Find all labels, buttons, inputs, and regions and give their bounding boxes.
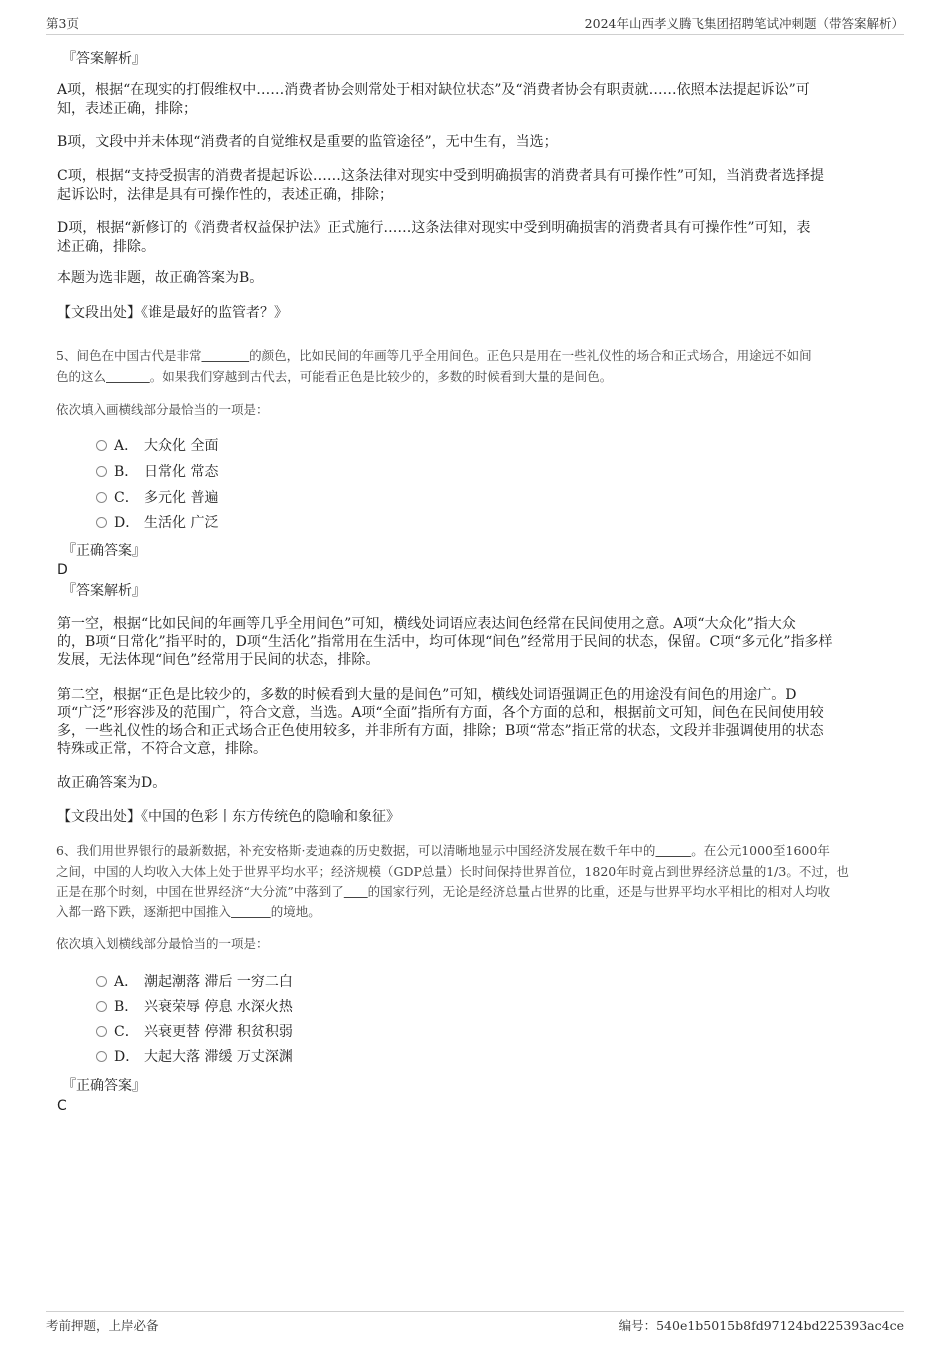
q6-blank-1: [655, 843, 691, 858]
q4-conclusion: 本题为选非题，故正确答案为B。: [57, 270, 264, 286]
q6-stem-line2: 之间，中国的人均收入大体上处于世界平均水平；经济规模（GDP总量）长时间保持世界首位，1820年时竟占到世界经济总量的1/3。不过，也: [56, 864, 849, 879]
q5-analysis-2-line3: 多，一些礼仪性的场合和正式场合正色使用较多，并非所有方面，排除；B项“常态”指正常的状态，文段并非强调使用的状态: [57, 723, 824, 739]
q4-analysis-c-line1: C项，根据“支持受损害的消费者提起诉讼……这条法律对现实中受到明确损害的消费者具有可操作性”可知，当消费者选择提: [57, 168, 825, 184]
page-header: [46, 12, 904, 35]
q5-stem-line1: 5、间色在中国古代是非常 的颜色，比如民间的年画等几乎全用间色。正色只是用在一些礼仪性的场合和正式场合，用途远不如间: [56, 348, 812, 363]
q5-option-c[interactable]: C． 多元化 普遍: [96, 487, 218, 509]
document-id: 编号：540e1b5015b8fd97124bd225393ac4ce: [618, 1318, 904, 1333]
q6-option-d[interactable]: D． 大起大落 滞缓 万丈深渊: [96, 1046, 293, 1068]
q4-source: 【文段出处】《谁是最好的监管者？》: [57, 305, 288, 321]
page-footer: [46, 1311, 904, 1334]
radio-icon[interactable]: [96, 976, 107, 987]
footer-slogan: 考前押题，上岸必备: [46, 1318, 159, 1333]
q5-stem-line2: 色的这么 。如果我们穿越到古代去，可能看正色是比较少的，多数的时候看到大量的是间色。: [56, 369, 613, 384]
q5-answer-heading: 『正确答案』: [62, 543, 146, 559]
q5-conclusion: 故正确答案为D。: [57, 775, 167, 791]
q6-option-a[interactable]: A． 潮起潮落 滞后 一穷二白: [96, 971, 293, 993]
q5-option-b[interactable]: B． 日常化 常态: [96, 461, 218, 483]
q6-blank-3: [231, 904, 271, 919]
q4-analysis-a-line2: 知，表述正确，排除；: [57, 101, 197, 117]
q5-answer: D: [57, 562, 68, 578]
q5-source: 【文段出处】《中国的色彩丨东方传统色的隐喻和象征》: [57, 809, 400, 825]
radio-icon[interactable]: [96, 492, 107, 503]
radio-icon[interactable]: [96, 1051, 107, 1062]
q5-analysis-2-line2: 项“广泛”形容涉及的范围广，符合文意，当选。A项“全面”指所有方面，各个方面的总和，根据前文可知，间色在民间使用较: [57, 705, 824, 721]
radio-icon[interactable]: [96, 517, 107, 528]
q6-option-b[interactable]: B． 兴衰荣辱 停息 水深火热: [96, 996, 293, 1018]
q5-blank-2: [106, 369, 150, 384]
q6-option-c[interactable]: C． 兴衰更替 停滞 积贫积弱: [96, 1021, 293, 1043]
q4-analysis-b: B项，文段中并未体现“消费者的自觉维权是重要的监管途径”，无中生有，当选；: [57, 134, 558, 150]
q5-analysis-1-line2: 的，B项“日常化”指平时的，D项“生活化”指常用在生活中，均可体现“间色”经常用于民间的状态，保留。C项“多元化”指多样: [57, 634, 833, 650]
q4-analysis-c-line2: 起诉讼时，法律是具有可操作性的，表述正确，排除；: [57, 187, 393, 203]
radio-icon[interactable]: [96, 440, 107, 451]
q4-analysis-heading: 『答案解析』: [62, 51, 146, 67]
q6-answer: C: [57, 1098, 67, 1114]
q4-analysis-d-line2: 述正确，排除。: [57, 239, 155, 255]
q6-stem-line1: 6、我们用世界银行的最新数据，补充安格斯·麦迪森的历史数据，可以清晰地显示中国经济发展在数千年中的 。在公元1000至1600年: [56, 843, 830, 858]
q4-analysis-a-line1: A项，根据“在现实的打假维权中……消费者协会则常处于相对缺位状态”及“消费者协会有职责就……依照本法提起诉讼”可: [57, 82, 810, 98]
q5-analysis-1-line3: 发展，无法体现“间色”经常用于民间的状态，排除。: [57, 652, 380, 668]
q5-option-a[interactable]: A． 大众化 全面: [96, 435, 218, 457]
q5-option-d[interactable]: D． 生活化 广泛: [96, 512, 218, 534]
q6-blank-2: [344, 884, 368, 899]
q5-analysis-heading: 『答案解析』: [62, 583, 146, 599]
q5-analysis-1-line1: 第一空，根据“比如民间的年画等几乎全用间色”可知，横线处词语应表达间色经常在民间使用之意。A项“大众化”指大众: [57, 616, 796, 632]
radio-icon[interactable]: [96, 1001, 107, 1012]
q6-instruction: 依次填入划横线部分最恰当的一项是：: [56, 936, 269, 951]
q5-analysis-2-line4: 特殊或正常，不符合文意，排除。: [57, 741, 267, 757]
q6-answer-heading: 『正确答案』: [62, 1078, 146, 1094]
q5-analysis-2-line1: 第二空，根据“正色是比较少的，多数的时候看到大量的是间色”可知，横线处词语强调正色的用途没有间色的用途广。D: [57, 687, 797, 703]
q5-blank-1: [201, 348, 249, 363]
radio-icon[interactable]: [96, 1026, 107, 1037]
q6-stem-line4: 入都一路下跌，逐渐把中国推入 的境地。: [56, 904, 321, 919]
document-title: 2024年山西孝义腾飞集团招聘笔试冲刺题（带答案解析）: [584, 16, 904, 31]
radio-icon[interactable]: [96, 466, 107, 477]
q4-analysis-d-line1: D项，根据“新修订的《消费者权益保护法》正式施行……这条法律对现实中受到明确损害的消费者具有可操作性”可知，表: [57, 220, 811, 236]
q6-stem-line3: 正是在那个时刻，中国在世界经济“大分流”中落到了 的国家行列，无论是经济总量占世界的比重，还是与世界平均水平相比的相对人均收: [56, 884, 831, 899]
page-number: 第3页: [46, 16, 79, 31]
q5-instruction: 依次填入画横线部分最恰当的一项是：: [56, 402, 269, 417]
